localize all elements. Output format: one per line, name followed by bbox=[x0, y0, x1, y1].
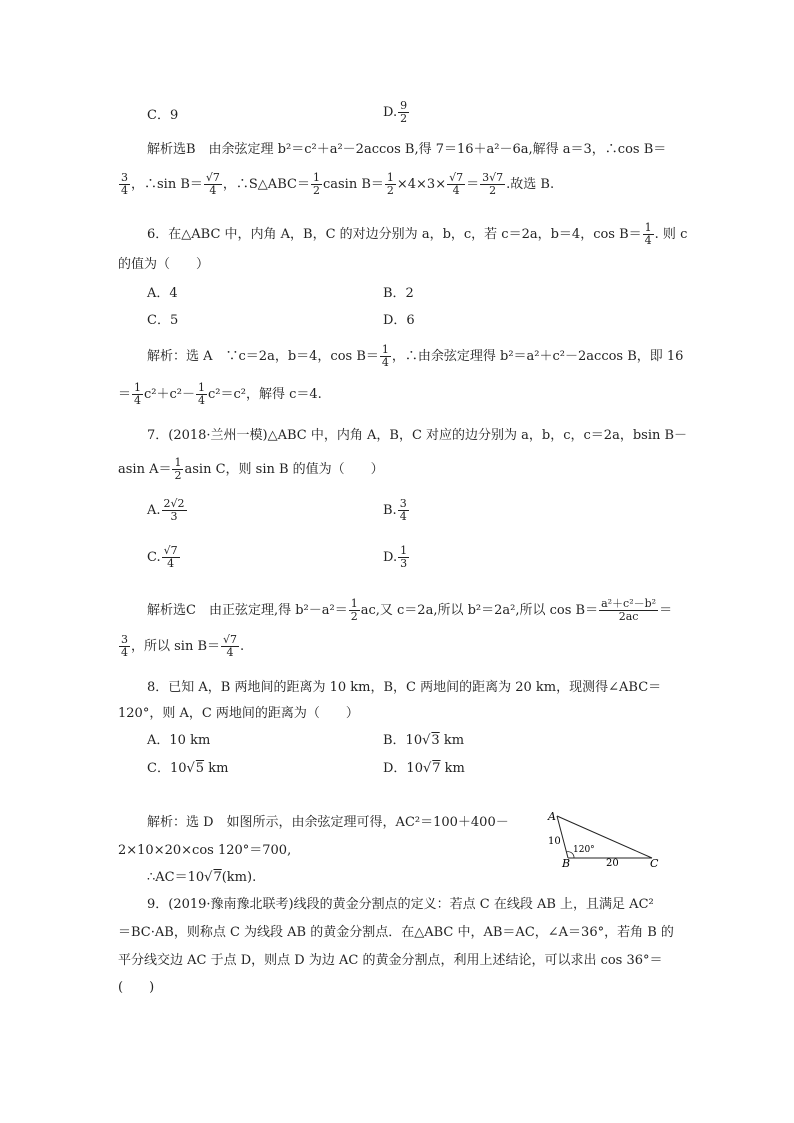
q6-option-c: C．5 bbox=[147, 313, 179, 328]
label-c: C bbox=[650, 857, 659, 868]
q8-solution-line2: 2×10×20×cos 120°＝700, bbox=[118, 843, 292, 858]
q8-stem-line1: 8．已知 A，B 两地间的距离为 10 km，B，C 两地间的距离为 20 km，现测得∠ABC＝ bbox=[147, 680, 662, 695]
q6-stem-line2: 的值为（ ） bbox=[118, 257, 210, 272]
q9-line4: ( ) bbox=[118, 980, 155, 995]
q8-option-a: A．10 km bbox=[147, 733, 211, 748]
segment-ac bbox=[557, 816, 652, 858]
q6-solution-line1: 解析：选 A ∵c＝2a，b＝4，cos B＝ $\frac{1}{4}$ ，∴由余弦定理得 b²＝a²＋c²－2accos B，即 16 bbox=[147, 343, 684, 369]
q8-stem-line2: 120°，则 A，C 两地间的距离为（ ） bbox=[118, 706, 359, 721]
q9-line3: 平分线交边 AC 于点 D，则点 D 为边 AC 的黄金分割点，利用上述结论，可以求出 cos 36°＝ bbox=[118, 953, 663, 968]
label-b: B bbox=[562, 857, 571, 868]
q8-option-d: D．10√7 km bbox=[383, 761, 465, 776]
q6-solution-line2: ＝ $\frac{1}{4}$ c²＋c²－ $\frac{1}{4}$ c²＝c²，解得 c＝4. bbox=[118, 381, 322, 407]
q8-option-c: C．10√5 km bbox=[147, 761, 229, 776]
q7-solution-line2: $\frac{3}{4}$ ，所以 sin B＝ $\frac{√7}{4}$ . bbox=[121, 633, 245, 659]
q6-stem-line1: 6．在△ABC 中，内角 A，B，C 的对边分别为 a，b，c，若 c＝2a，b＝4，cos B＝ $\frac{1}{4}$ . 则 c bbox=[147, 221, 688, 247]
label-bc-length: 20 bbox=[606, 858, 619, 868]
q7-option-c: C. $\frac{√7}{4}$ bbox=[147, 544, 178, 570]
label-angle-b: 120° bbox=[573, 845, 595, 855]
q5-option-c: C．9 bbox=[147, 108, 179, 123]
q7-stem-line1: 7．(2018·兰州一模)△ABC 中，内角 A，B，C 对应的边分别为 a，b，c，c＝2a，bsin B－ bbox=[147, 428, 688, 443]
q9-line1: 9．(2019·豫南豫北联考)线段的黄金分割点的定义：若点 C 在线段 AB 上，且满足 AC² bbox=[147, 897, 654, 912]
q8-solution-line1: 解析：选 D 如图所示，由余弦定理可得，AC²＝100＋400－ bbox=[147, 815, 509, 830]
q6-option-a: A．4 bbox=[147, 286, 178, 301]
q5-solution-line1: 解析选B 由余弦定理 b²＝c²＋a²－2accos B,得 7＝16＋a²－6a,解得 a＝3，∴cos B＝ bbox=[147, 142, 667, 157]
q6-option-b: B．2 bbox=[383, 286, 414, 301]
q7-solution-line1: 解析选C 由正弦定理,得 b²－a²＝ $\frac{1}{2}$ ac,又 c＝2a,所以 b²＝2a²,所以 cos B＝ $\frac{\text{a²＋c²－b²}}{2ac}$ ＝ bbox=[147, 597, 673, 623]
q5-option-d: D. $\frac{9}{2}$ bbox=[383, 99, 408, 125]
label-a: A bbox=[548, 810, 556, 823]
q7-stem-line2: asin A＝ $\frac{1}{2}$ asin C，则 sin B 的值为（ ） bbox=[118, 456, 384, 482]
triangle-figure bbox=[540, 808, 665, 868]
label-ab-length: 10 bbox=[548, 836, 561, 847]
q7-option-a: A. $\frac{2√2}{3}$ bbox=[147, 497, 185, 523]
q7-option-d: D. $\frac{1}{3}$ bbox=[383, 544, 408, 570]
q5-solution-line2: $\frac{3}{4}$ ，∴sin B＝ $\frac{√7}{4}$ ，∴S△ABC＝ $\frac{1}{2}$ casin B＝ $\frac{1}{2}$ ×4×3× $\frac{√7}{4}$ ＝ $\frac{3√7}{2}$ .故选 B. bbox=[121, 171, 555, 197]
q7-option-b: B. $\frac{3}{4}$ bbox=[383, 497, 407, 523]
q9-line2: ＝BC·AB，则称点 C 为线段 AB 的黄金分割点．在△ABC 中，AB＝AC，∠A＝36°，若角 B 的 bbox=[118, 925, 674, 940]
q6-option-d: D．6 bbox=[383, 313, 415, 328]
q8-option-b: B．10√3 km bbox=[383, 733, 465, 748]
q8-solution-line3: ∴AC＝10√7(km). bbox=[147, 870, 257, 885]
